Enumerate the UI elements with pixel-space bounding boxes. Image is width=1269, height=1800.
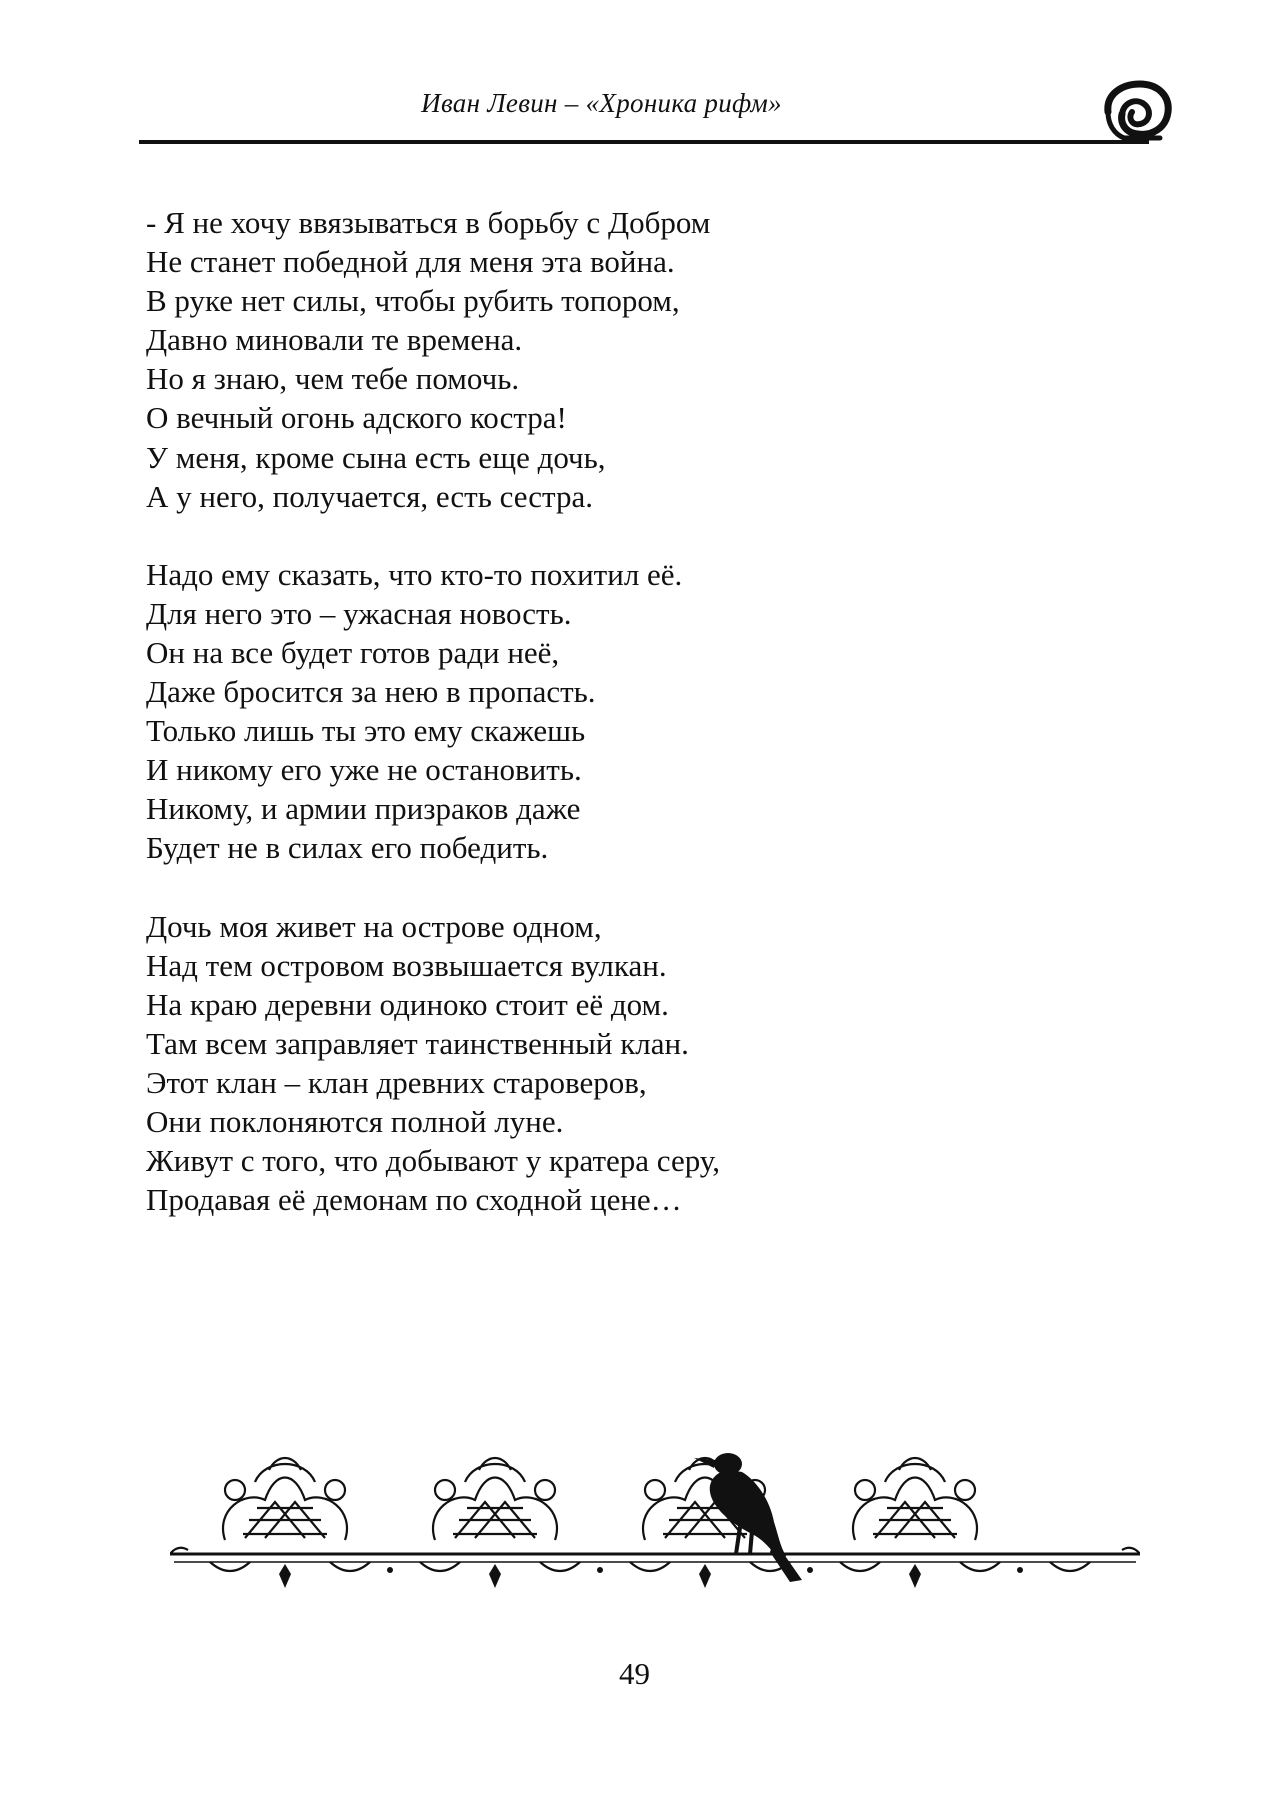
poem-line: А у него, получается, есть сестра. [146,478,593,514]
poem-line: И никому его уже не остановить. [146,752,582,788]
poem-line: Для него это – ужасная новость. [146,595,572,631]
poem-line: Давно миновали те времена. [146,322,523,358]
publisher-logo-icon [1100,78,1174,142]
lattice-medallion [433,1458,557,1540]
poem-line: На краю деревни одиноко стоит её дом. [146,986,669,1022]
poem-line: Дочь моя живет на острове одном, [146,908,602,944]
stanza-2 [146,555,1146,868]
poem-line: Продавая её демонам по сходной цене… [146,1182,682,1218]
poem-line: - Я не хочу ввязываться в борьбу с Добром [146,205,711,240]
lattice-medallion [853,1458,977,1540]
header-rule [139,140,1149,144]
poem-line: Только лишь ты это ему скажешь [146,713,586,749]
poem-line: Но я знаю, чем тебе помочь. [146,361,520,397]
raven-ornament-icon [170,1430,1140,1600]
poem-line: Они поклоняются полной луне. [146,1103,564,1139]
poem-body [146,203,1146,1258]
poem-line: Там всем заправляет таинственный клан. [146,1025,689,1061]
running-header-title: Иван Левин – «Хроника рифм» [421,88,782,118]
lattice-medallion [223,1458,347,1540]
page-header [139,78,1174,148]
poem-line: Не станет победной для меня эта война. [146,244,675,280]
poem-line: Живут с того, что добывают у кратера серу, [146,1143,720,1179]
poem-line: О вечный огонь адского костра! [146,400,567,436]
poem-line: Этот клан – клан древних староверов, [146,1064,647,1100]
poem-line: Даже бросится за нею в пропасть. [146,674,596,710]
poem-line: Надо ему сказать, что кто-то похитил её. [146,556,683,592]
page-number: 49 [619,1656,650,1691]
poem-line: В руке нет силы, чтобы рубить топором, [146,283,680,319]
stanza-1 [146,203,1146,516]
poem-line: Он на все будет готов ради неё, [146,634,560,670]
poem-line: Над тем островом возвышается вулкан. [146,947,667,983]
poem-line: У меня, кроме сына есть еще дочь, [146,439,606,475]
poem-line: Будет не в силах его победить. [146,830,549,866]
stanza-3 [146,907,1146,1220]
poem-line: Никому, и армии призраков даже [146,791,581,827]
